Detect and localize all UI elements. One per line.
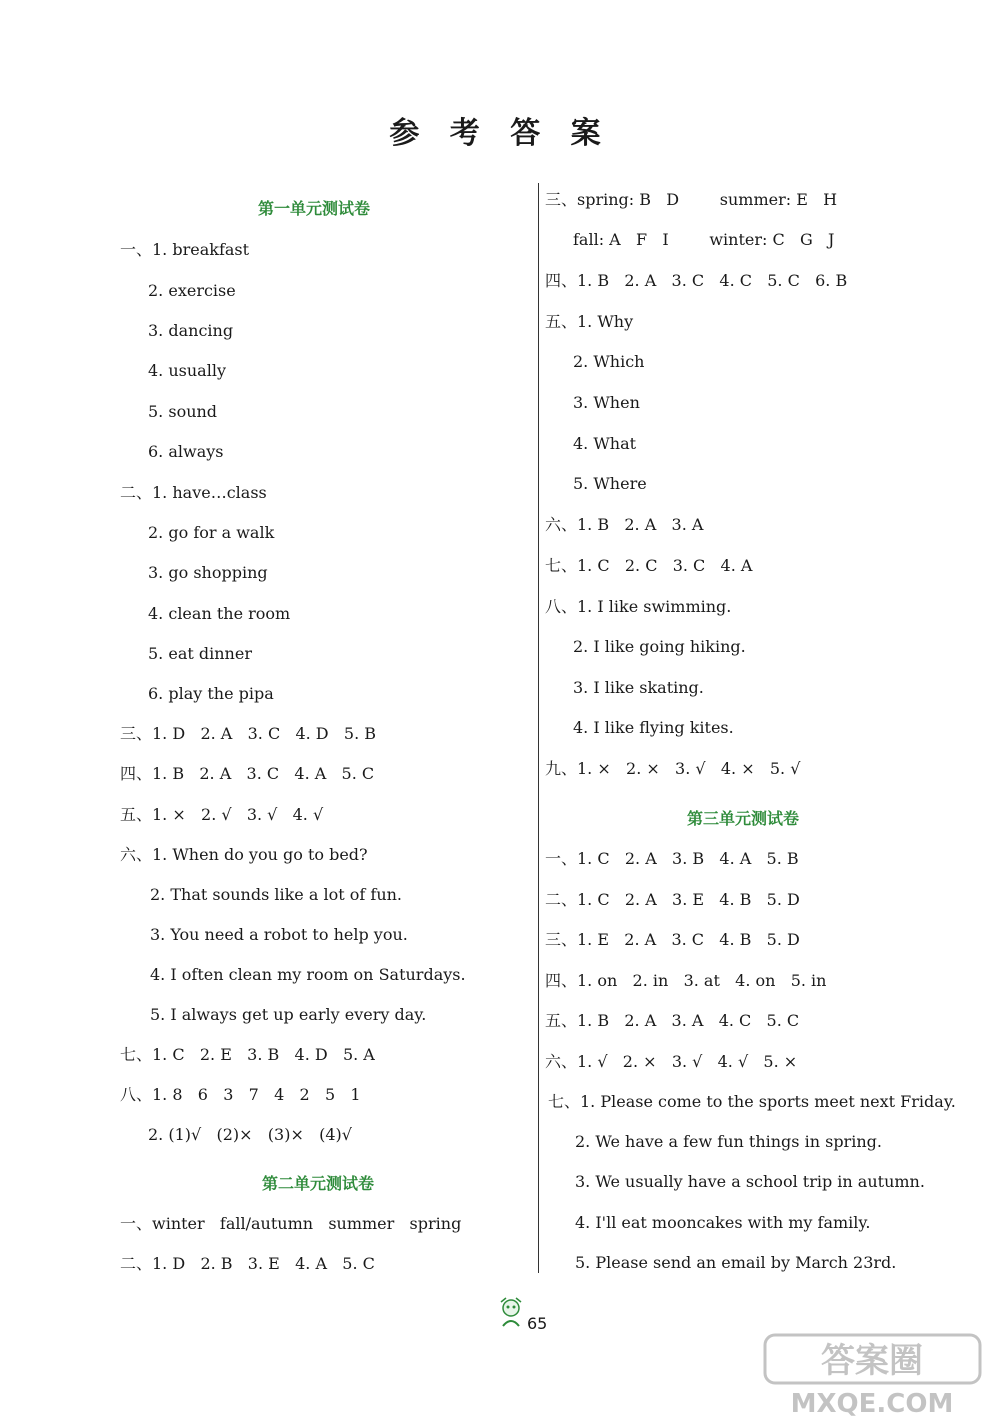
answer-line: 4. I like flying kites.: [573, 718, 734, 737]
answer-line: 3. We usually have a school trip in autumn.: [575, 1172, 925, 1191]
column-divider: [538, 183, 539, 1273]
answer-line: fall: A F I winter: C G J: [573, 230, 835, 249]
svg-text:答案圈: 答案圈: [821, 1341, 923, 1381]
unit3-heading: 第三单元测试卷: [687, 809, 800, 828]
answer-line: 2. go for a walk: [148, 523, 275, 542]
answer-line: 5. Please send an email by March 23rd.: [575, 1253, 897, 1272]
answer-line: 3. When: [573, 393, 640, 412]
answer-line: 六、1. B 2. A 3. A: [545, 515, 704, 534]
answer-line: 4. clean the room: [148, 604, 291, 623]
answer-line: 三、1. E 2. A 3. C 4. B 5. D: [545, 930, 800, 949]
mascot-icon: [498, 1296, 524, 1332]
unit1-heading: 第一单元测试卷: [258, 199, 371, 218]
answer-line: 2. We have a few fun things in spring.: [575, 1132, 882, 1151]
answer-line: 二、1. have…class: [120, 483, 267, 502]
answer-line: 七、1. C 2. C 3. C 4. A: [545, 556, 753, 575]
answer-line: 三、spring: B D summer: E H: [545, 190, 838, 209]
answer-line: 2. (1)√ (2)× (3)× (4)√: [148, 1125, 352, 1144]
answer-line: 八、1. I like swimming.: [545, 597, 732, 616]
answer-line: 四、1. B 2. A 3. C 4. A 5. C: [120, 764, 375, 783]
answer-line: 5. sound: [148, 402, 218, 421]
page-number: 65: [527, 1314, 548, 1333]
answer-line: 3. You need a robot to help you.: [150, 925, 408, 944]
answer-line: 二、1. D 2. B 3. E 4. A 5. C: [120, 1254, 375, 1273]
answer-line: 六、1. When do you go to bed?: [120, 845, 368, 864]
answer-line: 2. Which: [573, 352, 645, 371]
answer-line: 5. I always get up early every day.: [150, 1005, 427, 1024]
answer-line: 五、1. × 2. √ 3. √ 4. √: [120, 805, 324, 824]
answer-line: 3. go shopping: [148, 563, 268, 582]
answer-line: 五、1. B 2. A 3. A 4. C 5. C: [545, 1011, 800, 1030]
answer-line: 4. usually: [148, 361, 226, 380]
answer-line: 五、1. Why: [545, 312, 634, 331]
answer-line: 2. That sounds like a lot of fun.: [150, 885, 403, 904]
answer-line: 4. What: [573, 434, 637, 453]
answer-line: 六、1. √ 2. × 3. √ 4. √ 5. ×: [545, 1052, 798, 1071]
answer-line: 3. I like skating.: [573, 678, 704, 697]
answer-line: 七、1. Please come to the sports meet next Friday.: [548, 1092, 956, 1111]
answer-line: 5. eat dinner: [148, 644, 252, 663]
answer-line: 一、winter fall/autumn summer spring: [120, 1214, 462, 1233]
answer-line: 5. Where: [573, 474, 647, 493]
page-title: 参 考 答 案: [389, 116, 611, 151]
answer-line: 三、1. D 2. A 3. C 4. D 5. B: [120, 724, 377, 743]
answer-line: 2. exercise: [148, 281, 236, 300]
answer-line: 4. I often clean my room on Saturdays.: [150, 965, 466, 984]
answer-line: 七、1. C 2. E 3. B 4. D 5. A: [120, 1045, 375, 1064]
answer-line: 6. play the pipa: [148, 684, 274, 703]
svg-text:MXQE.COM: MXQE.COM: [790, 1389, 954, 1419]
unit2-heading: 第二单元测试卷: [262, 1174, 375, 1193]
answer-line: 八、1. 8 6 3 7 4 2 5 1: [120, 1085, 361, 1104]
answer-line: 四、1. on 2. in 3. at 4. on 5. in: [545, 971, 827, 990]
answer-line: 四、1. B 2. A 3. C 4. C 5. C 6. B: [545, 271, 848, 290]
answer-line: 6. always: [148, 442, 224, 461]
answer-line: 4. I'll eat mooncakes with my family.: [575, 1213, 871, 1232]
answer-line: 二、1. C 2. A 3. E 4. B 5. D: [545, 890, 800, 909]
answer-line: 2. I like going hiking.: [573, 637, 746, 656]
answer-line: 一、1. breakfast: [120, 240, 250, 259]
answer-line: 一、1. C 2. A 3. B 4. A 5. B: [545, 849, 799, 868]
watermark-logo: [760, 1330, 990, 1420]
answer-line: 九、1. × 2. × 3. √ 4. × 5. √: [545, 759, 801, 778]
answer-line: 3. dancing: [148, 321, 234, 340]
